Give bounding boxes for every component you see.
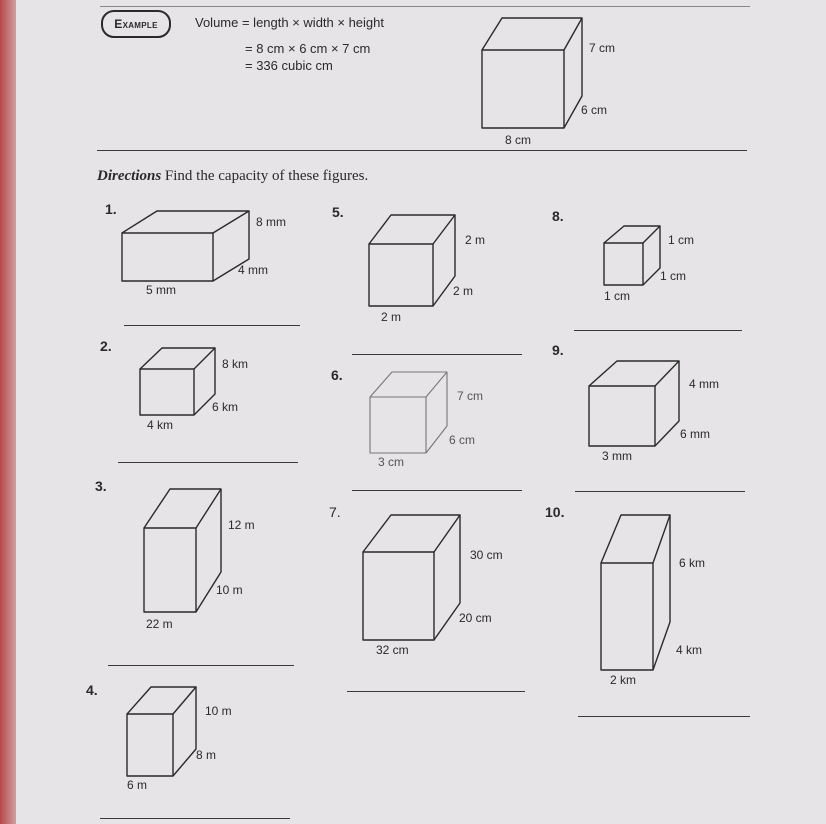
p5-width-label: 2 m — [453, 284, 474, 298]
problem-number-4: 4. — [86, 682, 98, 698]
p10-width-label: 4 km — [676, 643, 703, 657]
p1-height-label: 8 mm — [256, 215, 286, 229]
prism-8 — [604, 226, 660, 285]
problem-number-9: 9. — [552, 342, 564, 358]
answer-line-9[interactable] — [575, 491, 745, 492]
p7-length-label: 32 cm — [376, 643, 409, 657]
p6-height-label: 7 cm — [457, 389, 484, 403]
prism-5 — [369, 215, 455, 306]
p1-width-label: 4 mm — [238, 263, 268, 277]
directions-label: Directions — [97, 168, 162, 184]
example-height-label: 7 cm — [589, 41, 616, 55]
p3-length-label: 22 m — [146, 617, 173, 631]
p6-width-label: 6 cm — [449, 433, 476, 447]
answer-line-5[interactable] — [352, 354, 522, 355]
example-prism — [482, 18, 582, 128]
answer-line-3[interactable] — [108, 665, 294, 666]
example-substitution: = 8 cm × 6 cm × 7 cm — [245, 41, 371, 56]
p9-length-label: 3 mm — [602, 449, 632, 463]
answer-line-4[interactable] — [100, 818, 290, 819]
p8-width-label: 1 cm — [660, 269, 687, 283]
p2-height-label: 8 km — [222, 357, 249, 371]
example-badge: Example — [101, 10, 171, 38]
answer-line-10[interactable] — [578, 716, 750, 717]
problem-number-10: 10. — [545, 504, 565, 520]
p10-height-label: 6 km — [679, 556, 706, 570]
example-formula: Volume = length × width × height — [195, 15, 384, 30]
p9-width-label: 6 mm — [680, 427, 710, 441]
p6-length-label: 3 cm — [378, 455, 405, 469]
p2-length-label: 4 km — [147, 418, 174, 432]
problem-number-6: 6. — [331, 367, 343, 383]
p8-length-label: 1 cm — [604, 289, 631, 303]
p8-height-label: 1 cm — [668, 233, 695, 247]
answer-line-6[interactable] — [352, 490, 522, 491]
directions-text: Find the capacity of these figures. — [164, 168, 369, 184]
example-result: = 336 cubic cm — [245, 58, 333, 73]
p3-height-label: 12 m — [228, 518, 255, 532]
p10-length-label: 2 km — [610, 673, 637, 687]
p4-length-label: 6 m — [127, 778, 148, 792]
prism-1 — [122, 211, 249, 281]
problem-number-1: 1. — [105, 201, 117, 217]
prism-3 — [144, 489, 221, 612]
problem-number-2: 2. — [100, 338, 112, 354]
example-length-label: 8 cm — [505, 133, 532, 147]
problem-number-3: 3. — [95, 478, 107, 494]
prism-10 — [601, 515, 670, 670]
example-width-label: 6 cm — [581, 103, 608, 117]
p3-width-label: 10 m — [216, 583, 243, 597]
prism-2 — [140, 348, 215, 415]
prism-7 — [363, 515, 460, 640]
problem-number-8: 8. — [552, 208, 564, 224]
answer-line-8[interactable] — [574, 330, 742, 331]
p7-width-label: 20 cm — [459, 611, 492, 625]
p2-width-label: 6 km — [212, 400, 239, 414]
p9-height-label: 4 mm — [689, 377, 719, 391]
p7-height-label: 30 cm — [470, 548, 503, 562]
p4-height-label: 10 m — [205, 704, 232, 718]
answer-line-7[interactable] — [347, 691, 525, 692]
answer-line-2[interactable] — [118, 462, 298, 463]
prism-6 — [370, 372, 447, 453]
p5-length-label: 2 m — [381, 310, 402, 324]
p1-length-label: 5 mm — [146, 283, 176, 297]
prism-9 — [589, 361, 679, 446]
p5-height-label: 2 m — [465, 233, 486, 247]
answer-line-1[interactable] — [124, 325, 300, 326]
p4-width-label: 8 m — [196, 748, 217, 762]
prism-4 — [127, 687, 196, 776]
problem-number-7: 7. — [329, 504, 341, 520]
problem-number-5: 5. — [332, 204, 344, 220]
